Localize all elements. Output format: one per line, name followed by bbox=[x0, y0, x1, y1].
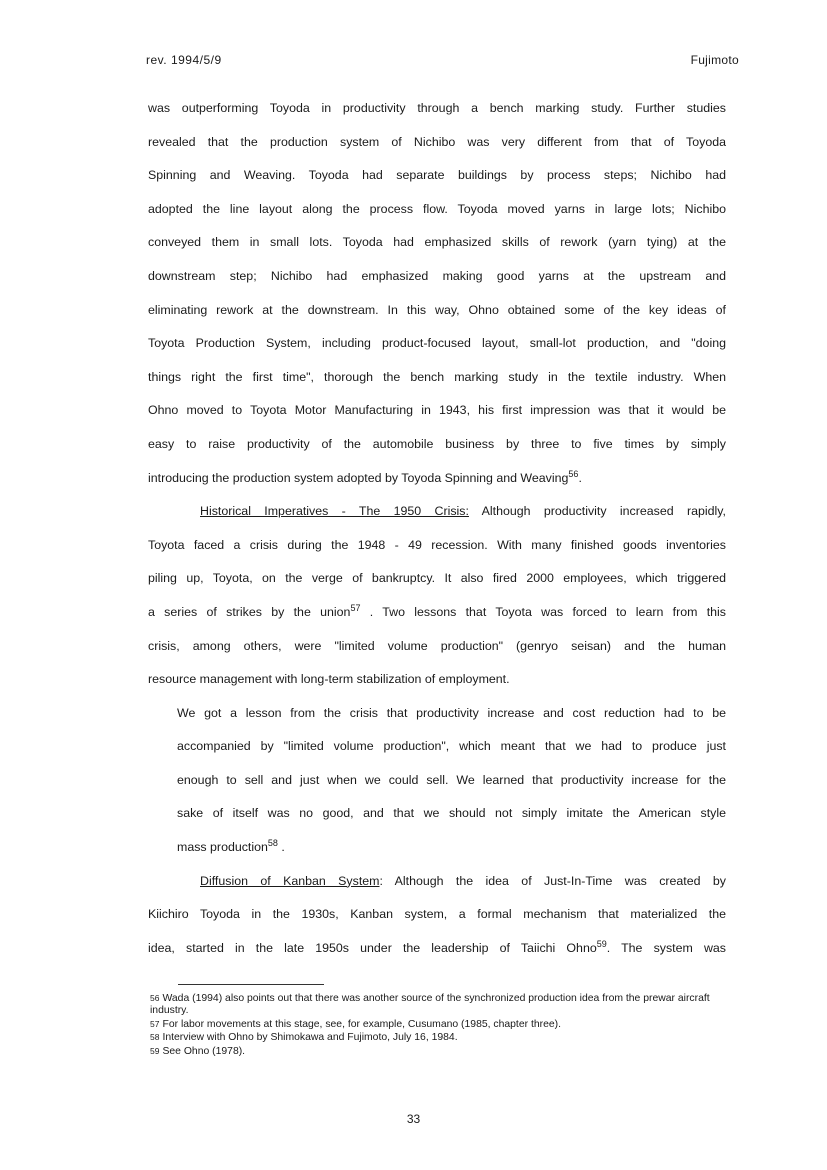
text-line: eliminating rework at the downstream. In this way, Ohno obtained some of the key ideas of bbox=[148, 302, 726, 317]
footnote-ref-57[interactable]: 57 bbox=[350, 602, 361, 613]
footnote-57 bbox=[150, 1019, 730, 1031]
quote-line: enough to sell and just when we could sell. We learned that productivity increase for the bbox=[177, 772, 726, 787]
footnote-text: For labor movements at this stage, see, for example, Cusumano (1985, chapter three). bbox=[162, 1018, 561, 1030]
text-segment: idea, started in the late 1950s under the leadership of Taiichi Ohno bbox=[148, 940, 597, 955]
quote-end-text: mass production bbox=[177, 840, 268, 855]
footnote-ref-59[interactable]: 59 bbox=[596, 938, 607, 949]
footnote-ref-56[interactable]: 56 bbox=[568, 468, 579, 479]
text-line: Ohno moved to Toyota Motor Manufacturing in 1943, his first impression was that it would be bbox=[148, 403, 726, 418]
text-line: Spinning and Weaving. Toyoda had separate buildings by process steps; Nichibo had bbox=[148, 168, 726, 183]
quote-line: sake of itself was no good, and that we should not simply imitate the American style bbox=[177, 806, 726, 821]
text-segment: a series of strikes by the union bbox=[148, 604, 351, 619]
text-line: downstream step; Nichibo had emphasized making good yarns at the upstream and bbox=[148, 268, 726, 283]
quote-line: We got a lesson from the crisis that productivity increase and cost reduction had to be bbox=[177, 705, 726, 720]
text-line: was outperforming Toyoda in productivity through a bench marking study. Further studies bbox=[148, 101, 726, 115]
paragraph-end-text: introducing the production system adopted by Toyoda Spinning and Weaving bbox=[148, 470, 569, 485]
footnote-number: 58 bbox=[150, 1032, 160, 1043]
text-line bbox=[148, 601, 726, 635]
footnotes bbox=[150, 993, 730, 1059]
text-line: Toyota faced a crisis during the 1948 - 49 recession. With many finished goods inventories bbox=[148, 537, 726, 552]
text-line bbox=[148, 937, 726, 971]
heading-continuation: : Although the idea of Just-In-Time was created by bbox=[379, 873, 726, 888]
text-line bbox=[148, 500, 726, 534]
footnote-divider bbox=[178, 984, 324, 985]
text-line bbox=[148, 870, 726, 904]
text-segment: . The system was bbox=[606, 940, 726, 955]
heading-continuation: Although productivity increased rapidly, bbox=[481, 504, 726, 519]
quote-end-period: . bbox=[281, 840, 285, 855]
section-heading-kanban: Diffusion of Kanban System bbox=[200, 873, 380, 888]
text-line: easy to raise productivity of the automobile business by three to five times by simply bbox=[148, 436, 726, 451]
revision-date: rev. 1994/5/9 bbox=[146, 53, 222, 67]
footnote-number: 57 bbox=[150, 1018, 160, 1029]
text-line: things right the first time", thorough the bench marking study in the textile industry. When bbox=[148, 369, 726, 384]
text-line: conveyed them in small lots. Toyoda had emphasized skills of rework (yarn tying) at the bbox=[148, 235, 726, 250]
footnote-number: 59 bbox=[150, 1045, 160, 1056]
quote-line bbox=[148, 836, 726, 870]
author-name: Fujimoto bbox=[690, 53, 739, 67]
footnote-text: Wada (1994) also points out that there was another source of the synchronized production idea from the prewar aircraft industry. bbox=[150, 993, 710, 1017]
text-line: revealed that the production system of Nichibo was very different from that of Toyoda bbox=[148, 134, 726, 149]
section-heading-1950-crisis: Historical Imperatives - The 1950 Crisis: bbox=[200, 504, 469, 519]
footnote-text: See Ohno (1978). bbox=[162, 1045, 246, 1057]
footnote-59 bbox=[150, 1046, 730, 1058]
text-line: piling up, Toyota, on the verge of bankruptcy. It also fired 2000 employees, which triggered bbox=[148, 571, 726, 586]
text-line: adopted the line layout along the process flow. Toyoda moved yarns in large lots; Nichibo bbox=[148, 201, 726, 216]
text-line: Toyota Production System, including product-focused layout, small-lot production, and "doing bbox=[148, 336, 726, 351]
body-text bbox=[148, 97, 726, 970]
footnote-number: 56 bbox=[150, 993, 160, 1003]
text-line: crisis, among others, were "limited volume production" (genryo seisan) and the human bbox=[148, 638, 726, 653]
footnote-text: Interview with Ohno by Shimokawa and Fujimoto, July 16, 1984. bbox=[162, 1032, 458, 1044]
footnote-56 bbox=[150, 993, 730, 1018]
text-line: introducing the production system adopted by Toyoda Spinning and Weaving$^{56}$. bbox=[148, 468, 582, 485]
text-segment: . Two lessons that Toyota was forced to learn from this bbox=[369, 604, 726, 619]
footnote-ref-58[interactable]: 58 bbox=[267, 838, 278, 849]
page-number: 33 bbox=[406, 1112, 421, 1126]
footnote-58 bbox=[150, 1032, 730, 1044]
text-line: resource management with long-term stabilization of employment. bbox=[148, 672, 510, 687]
quote-line: accompanied by "limited volume production", which meant that we had to produce just bbox=[177, 739, 726, 754]
text-line: Kiichiro Toyoda in the 1930s, Kanban system, a formal mechanism that materialized the bbox=[148, 907, 726, 922]
